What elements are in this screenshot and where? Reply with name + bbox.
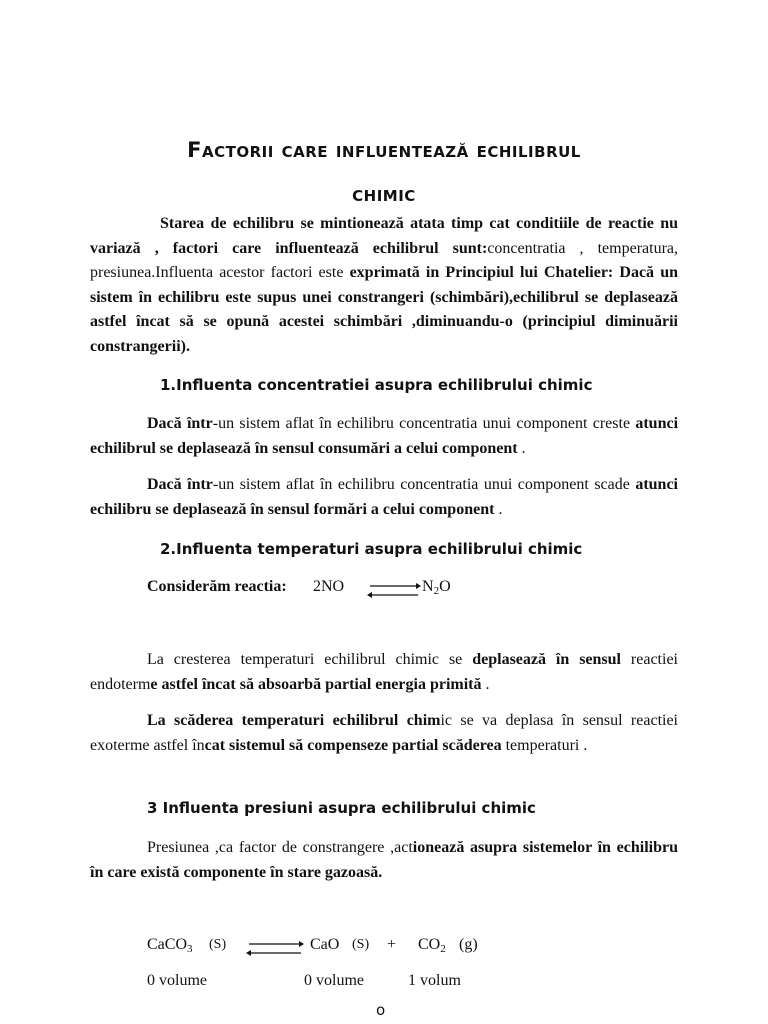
s2p1-end: . [481,675,490,693]
s2p2-bold-b: cat sistemul să compenseze partial scăderea [204,736,502,754]
cao-state: (S) [352,937,370,952]
s1p2-bold-b: atunci echilibru se deplasează în sensul formări a celui component [90,476,678,518]
title-line-2: chimic [352,182,416,206]
title-line-1: Factorii care influentează echilibrul [187,138,581,162]
s2p1-normal-b: reactiei endoterm [90,651,678,693]
co2-product [418,935,446,959]
reaction-reactant: 2NO [313,578,345,595]
product-end: O [439,578,451,595]
caco3-main: CaCO [147,936,187,953]
section-1-paragraph-1 [90,412,678,461]
s2p2-bold-a: La scăderea temperaturi echilibrul chim [147,712,441,729]
caco3-reactant [147,935,193,959]
s1p1-bold-b: atunci echilibrul se deplasează în sensul consumări a celui component [90,415,679,457]
cao-product: CaO [310,936,340,953]
reaction-label-bold: Considerăm reactia: [147,578,287,595]
section-1-heading: 1.Influenta concentratiei asupra echilibrului chimic [160,376,593,394]
intro-paragraph [90,212,678,359]
volume-co2: 1 volum [408,972,461,989]
section-2-paragraph-2 [90,709,678,758]
s1p2-normal: -un sistem aflat în echilibru concentratia unui component scade [212,476,636,493]
reaction-label [147,577,287,597]
caco3-state: (S) [209,937,227,952]
co2-main: CO [418,936,441,953]
section-3-heading: 3 Influenta presiuni asupra echilibrului chimic [147,799,536,817]
s2p1-bold-b: e astfel încat să absoarbă partial energia primită [150,675,482,693]
s1p1-bold-a: Dacă într [147,415,213,432]
s1p1-normal: -un sistem aflat în echilibru concentratia unui component creste [212,415,636,432]
document-title [90,128,678,216]
s2p2-end: temperaturi . [501,736,588,754]
product-subscript: 2 [433,585,440,597]
s2p2-normal: ic se va deplasa în sensul reactiei exoterme astfel în [90,712,679,754]
section-2-heading: 2.Influenta temperaturi asupra echilibrului chimic [160,540,583,558]
decomposition-arrows-icon [245,938,305,958]
equilibrium-arrows-icon [366,580,422,600]
s1p1-end: . [517,439,526,457]
section-2-paragraph-1 [90,648,678,697]
intro-bold-1: Starea de echilibru se mintionează atata timp cat conditiile de reactie nu variază , factori care influentează echilibrul sunt: [90,215,678,257]
volume-caco3: 0 volume [147,972,207,989]
s2p1-normal-a: La cresterea temperaturi echilibrul chimic se [147,651,473,668]
co2-state: (g) [459,936,478,953]
intro-normal: concentratia , temperatura, presiunea.Influenta acestor factori este [90,239,678,281]
s3p1-normal: Presiunea ,ca factor de constrangere ,act [147,839,413,856]
s1p2-end: . [494,500,503,518]
reaction-product [422,577,451,601]
volume-cao: 0 volume [304,972,364,989]
co2-subscript: 2 [440,943,446,955]
plus-sign: + [387,936,397,953]
s3p1-bold: ionează asupra sistemelor în echilibru în care există componente în stare gazoasă. [90,839,678,881]
page-footer-mark: o [376,1001,386,1019]
s1p2-bold-a: Dacă într [147,476,213,493]
s2p1-bold-a: deplasează în sensul [472,651,621,668]
product-main: N [422,578,434,595]
intro-bold-2: exprimată in Principiul lui Chatelier: Dacă un sistem în echilibru este supus unei constrangeri (schimbări),echilibrul se deplasează astfel încat să se opună acestei schimbări ,diminuandu-o (principiul diminuării constrangerii). [90,264,679,355]
section-1-paragraph-2 [90,473,678,522]
section-3-paragraph-1 [90,836,678,885]
caco3-subscript: 3 [187,943,193,955]
